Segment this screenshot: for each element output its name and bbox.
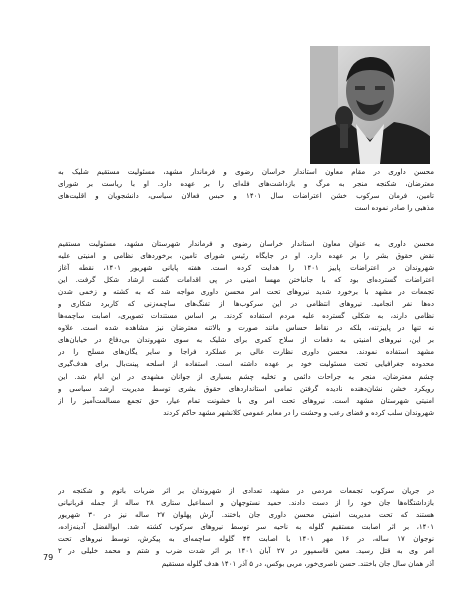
paragraph-line: ده‌ها نفر انجامید. نیروهای انتظامی در این سرکوب‌ها از تفنگ‌های ساچمه‌زنی که کاربرد شکاری و — [58, 299, 434, 309]
body-paragraph-2 — [58, 485, 434, 570]
paragraph-line: بازداشتگاه‌ها جان خود را از دست دادند. حمید نستوجهان و اسماعیل ستاری ۲۸ ساله از جمله قربانیانی — [58, 498, 434, 508]
caption-line: مذهبی را صادر نموده است — [354, 202, 434, 212]
paragraph-line: اعتراضات گسترده‌ای بود که با جانباختن مهسا امینی در پی اقدامات گشت ارشاد شکل گرفت. این — [58, 275, 434, 285]
paragraph-line: هستند که تحت مدیریت امنیتی محسن داوری جان باختند. آرش پهلوان ۲۷ ساله نیز در ۳۰ شهریور — [58, 510, 434, 520]
paragraph-line: آذر همان سال جان باختند. حسن ناصری‌خور، مربی بوکس، در ۵ آذر ۱۴۰۱ هدف گلوله مستقیم — [161, 558, 434, 568]
paragraph-line: چشم معترضان، منجر به جراحات دائمی و تخلیه چشم بسیاری از جوانان مشهدی در این ایام شد. این — [58, 371, 434, 381]
portrait-image — [310, 46, 430, 164]
paragraph-line: مشهد استفاده نمودند. محسن داوری نظارت عالی بر عملکرد فراجا و سایر یگان‌های مسلح را در — [58, 347, 434, 357]
paragraph-line: شهروندان سلب کرده و فضای رعب و وحشت را در معابر عمومی کلانشهر مشهد حاکم کردند — [163, 407, 434, 417]
paragraph-line: در جریان سرکوب تجمعات مردمی در مشهد، تعدادی از شهروندان بر اثر ضربات باتوم و شکنجه در — [58, 486, 434, 495]
paragraph-line: محسن داوری به عنوان معاون استاندار خراسان رضوی و فرماندار شهرستان مشهد، مسئولیت مستقیم — [58, 239, 434, 248]
caption-line: تامین، فرمان سرکوب خشن اعتراضات سال ۱۴۰۱ و حبس فعالان سیاسی، دانشجویان و اقلیت‌های — [58, 190, 434, 200]
paragraph-line: نظامی دارند، به شکلی گسترده علیه مردم استفاده کردند. بر اساس مستندات تصویری، اصابت ساچمه‌ها — [58, 311, 434, 321]
paragraph-line: شهروندان در اعتراضات پاییز ۱۴۰۱ را هدایت کرده است. هفته پایانی شهریور ۱۴۰۱، نقطه آغاز — [58, 263, 434, 273]
paragraph-line: نقض حقوق بشر را بر عهده دارد. او در جایگاه رئیس شورای تامین، برخوردهای نظامی و امنیتی علیه — [58, 251, 434, 261]
photo-caption — [58, 166, 434, 214]
paragraph-line: رویکرد خشن نشان‌دهنده نادیده گرفتن تمامی استانداردهای حقوق بشری توسط مدیریت ارشد سیاسی و — [58, 383, 434, 393]
paragraph-line: بر این، نیروهای امنیتی به دفعات از سلاح کمری برای شلیک به سوی شهروندان بی‌دفاع در خیابان‌های — [58, 335, 434, 345]
caption-line: معترضان، شکنجه منجر به مرگ و بازداشت‌های فله‌ای را بر عهده دارد. او با ریاست بر شورای — [58, 178, 434, 188]
paragraph-line: امر وی به قتل رسید. معین قاسمپور در ۲۷ آبان ۱۴۰۱ بر اثر شدت ضرب و شتم و محمد خلیلی در ۲ — [58, 546, 434, 556]
paragraph-line: محدوده جغرافیایی تحت مسئولیت خود بر عهده داشته است. استفاده از اسلحه پینت‌بال برای هدف‌گیری — [58, 359, 434, 369]
caption-line: محسن داوری در مقام معاون استاندار خراسان رضوی و فرماندار مشهد، مسئولیت مستقیم شلیک به — [58, 167, 434, 176]
paragraph-line: تجمعات در مشهد با برخورد شدید نیروهای تحت امر محسن داوری مواجه شد که به کشته و زخمی شدن — [58, 287, 434, 297]
page-number: 79 — [43, 553, 54, 562]
paragraph-line: نه تنها در پاییزتنه، بلکه در نقاط حساس مانند صورت و بالاتنه معترضان نیز مشاهده شده است. علاوه — [58, 323, 434, 333]
paragraph-line: امنیتی شهرستان مشهد است. نیروهای تحت امر وی با خشونت تمام عیار، حق تجمع مسالمت‌آمیز را از — [58, 395, 434, 405]
portrait-photo — [310, 46, 430, 164]
paragraph-line: نوجوان ۱۷ ساله، در ۱۶ مهر ۱۴۰۱ با اصابت ۴۴ گلوله ساچمه‌ای به پیکرش، توسط نیروهای تحت — [58, 534, 434, 544]
paragraph-line: ۱۴۰۱، بر اثر اصابت مستقیم گلوله به ناحیه سر توسط نیروهای سرکوب کشته شد. ابوالفضل آدینه‌زاده، — [58, 522, 434, 532]
body-paragraph-1 — [58, 238, 434, 419]
